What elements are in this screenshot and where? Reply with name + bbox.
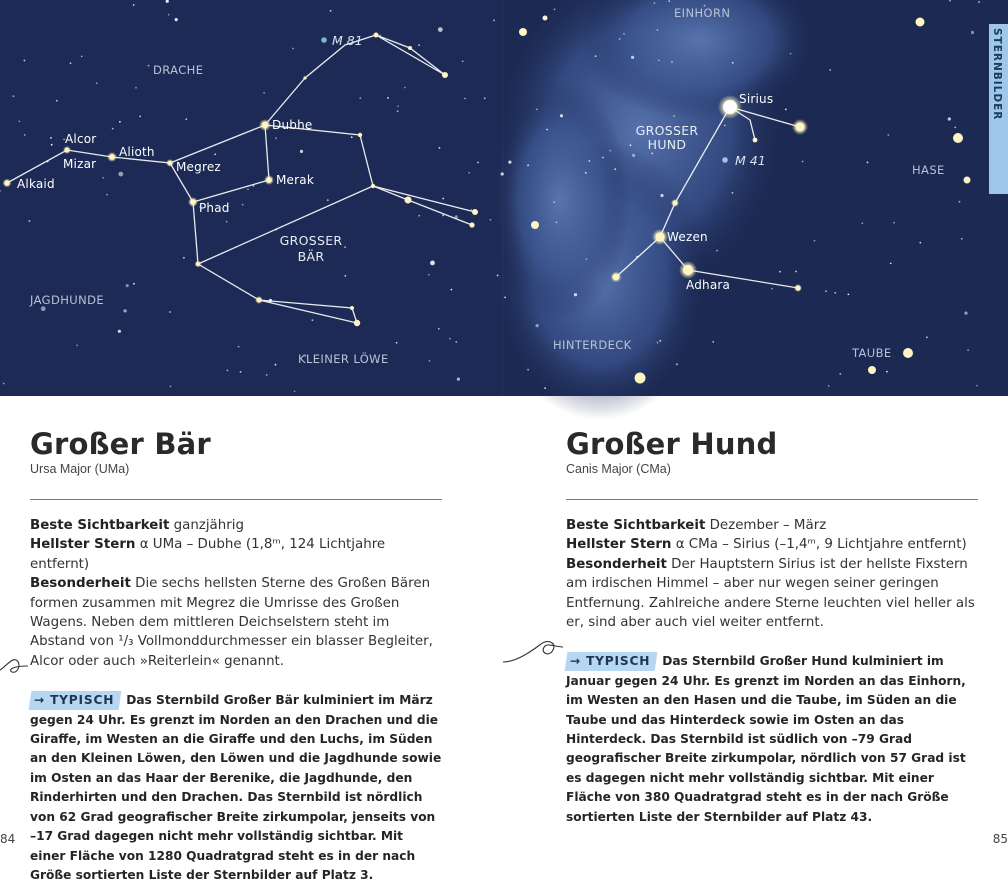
label-jagdhunde: JAGDHUNDE [30,293,105,307]
right-column [566,426,978,827]
subtitle-left: Ursa Major (UMa) [30,462,130,476]
object-m81: M 81 [332,33,363,48]
background-star [825,290,827,292]
background-star [102,177,104,179]
background-star [457,378,460,381]
background-star [344,275,346,277]
background-star [546,129,548,131]
background-star [602,157,604,159]
page-number-right: 85 [992,832,1008,846]
background-star [227,370,229,372]
background-star [24,134,26,136]
background-star [387,97,389,99]
background-star [544,387,546,389]
background-star [118,172,123,177]
bright-value-left: α UMa – Dubhe (1,8ᵐ, 124 Lichtjahre entfernt) [30,537,386,572]
special-value-left: Die sechs hellsten Sterne des Großen Bären formen zusammen mit Megrez die Umrisse des Großen Wagens. Neben dem mittleren Deichselstern steht im Abstand von ¹/₃ Vollmonddurchmesser ein blasser Begleiter, Alcor oder auch »Reiterlein« genannt. [30,576,433,669]
background-star [330,10,332,12]
background-star [169,311,171,313]
background-star [41,306,46,311]
background-star [861,222,863,224]
background-star [926,336,928,338]
background-star [397,105,399,107]
background-star [238,346,240,348]
background-star [839,373,841,375]
background-star [294,391,296,393]
background-star [848,294,850,296]
background-star [668,0,670,2]
background-star [455,341,457,343]
background-star [724,125,726,127]
background-star [732,62,734,64]
background-star [814,240,816,242]
best-label-right: Beste Sichtbarkeit [566,518,706,533]
background-star [226,221,228,223]
background-star [70,62,72,64]
background-star [589,160,591,162]
background-star [556,221,558,223]
typisch-badge-left [29,691,122,710]
star-megrez: Megrez [176,160,221,174]
background-star [959,201,961,203]
background-star [429,360,431,362]
best-label-left: Beste Sichtbarkeit [30,518,170,533]
label-drache: DRACHE [153,63,204,77]
typisch-text-left: Das Sternbild Großer Bär kulminiert im März gegen 24 Uhr. Es grenzt im Norden an den Drachen und die Giraffe, im Westen an die Giraffe und den Luchs, im Süden an den Kleinen Löwen, den Löwen und die Jagdhunde sowie im Osten an das Haar der Berenike, die Jagdhunde, den Rinderhirten und den Drachen. Das Sternbild ist nördlich von 62 Grad geografischer Breite zirkumpolar, jenseits von –17 Grad dagegen nicht mehr vollständig sichtbar. Mit einer Fläche von 1280 Quadratgrad steht es in der nach Größe sortierten Liste der Sternbilder auf Platz 3. [30,693,442,882]
arrow-right-icon: → [570,654,587,669]
typisch-label-left: TYPISCH [50,693,115,708]
background-star [428,274,430,276]
background-star [29,220,31,222]
background-star [118,330,121,333]
background-star [609,150,611,152]
background-star [451,289,453,291]
background-star [536,324,539,327]
arrow-right-icon: → [34,693,51,708]
background-star [438,27,443,32]
star-dubhe: Dubhe [272,118,313,132]
background-star [275,364,277,366]
background-star [418,44,420,46]
background-star [630,144,632,146]
background-star [771,288,773,290]
background-star [247,188,249,190]
background-star [890,263,892,265]
background-star [18,121,20,123]
background-star [554,9,556,11]
divider-left [30,499,442,500]
background-star [887,134,889,136]
background-star [76,345,78,347]
background-star [185,118,187,120]
background-star [126,284,129,287]
left-column [30,426,442,885]
background-star [133,4,135,6]
label-grosser-hund-2: HUND [647,137,687,152]
background-star [732,192,734,194]
background-star [327,199,329,201]
background-star [553,201,555,203]
background-star [396,342,398,344]
label-grosser-baer-1: GROSSER [279,233,343,248]
background-star [676,363,678,365]
background-star [275,137,277,139]
typisch-label-right: TYPISCH [586,654,651,669]
background-star [24,60,26,62]
background-star [659,340,661,342]
background-star [716,250,718,252]
background-star [119,121,121,123]
facts-left [30,516,442,671]
background-star [976,385,978,387]
background-star [978,1,980,3]
background-star [886,371,888,373]
hook-icon [503,636,563,668]
star-mizar: Mizar [63,157,97,171]
background-star [829,69,831,71]
background-star [96,82,98,84]
bright-label-right: Hellster Stern [566,537,672,553]
background-star [919,242,921,244]
background-star [112,128,114,130]
background-star [508,161,511,164]
section-tab[interactable] [989,24,1008,194]
background-star [263,92,265,94]
background-star [484,97,486,99]
background-star [595,55,597,57]
background-star [785,109,787,111]
object-m41: M 41 [735,153,766,168]
background-star [967,349,969,351]
background-star [477,162,479,164]
background-star [657,29,659,31]
background-star [214,153,216,155]
background-star [632,154,635,157]
background-star [468,172,470,174]
star-sirius: Sirius [739,92,774,106]
star-phad: Phad [199,201,230,215]
background-star [183,257,185,259]
background-star [266,374,268,376]
star-adhara: Adhara [686,278,731,292]
background-star [497,275,499,277]
background-star [51,144,53,146]
background-star [501,172,504,175]
background-star [404,87,406,89]
background-star [536,109,538,111]
background-star [56,100,58,102]
background-star [828,385,830,387]
background-star [586,258,588,260]
subtitle-right: Canis Major (CMa) [566,462,671,476]
background-star [168,14,170,16]
background-star [300,150,303,153]
background-star [135,87,137,89]
star-wezen: Wezen [667,230,708,244]
background-star [438,328,440,330]
label-einhorn: EINHORN [674,6,731,20]
facts-right [566,516,978,632]
typisch-left [30,691,442,885]
background-star [148,65,150,67]
background-star [527,164,529,166]
page-title-left: Großer Bär [30,427,211,461]
typisch-badge-right [565,652,658,671]
background-star [418,215,420,217]
background-star [397,110,399,112]
background-star [651,153,653,155]
background-star [175,18,178,21]
background-star [124,309,127,312]
background-star [560,114,563,117]
label-hinterdeck: HINTERDECK [553,338,632,352]
background-star [802,161,804,163]
background-star [106,194,108,196]
background-star [13,95,15,97]
background-star [242,204,244,206]
typisch-text-right: Das Sternbild Großer Hund kulminiert im Januar gegen 24 Uhr. Es grenzt im Norden an das Einhorn, im Westen an den Hasen und die Taube, im Süden an die Taube und das Hinterdeck sowie im Osten an das Hinterdeck. Das Sternbild ist südlich von –79 Grad geografischer Breite zirkumpolar, nördlich von 57 Grad ist es dagegen nicht mehr vollständig sichtbar. Mit einer Fläche von 380 Quadratgrad steht es in der nach Größe sortierten Liste der Sternbilder auf Platz 43. [566,654,966,824]
label-grosser-baer-2: BÄR [297,249,325,264]
background-star [673,115,675,117]
background-star [430,261,435,266]
background-star [867,162,869,164]
divider-right [566,499,978,500]
star-alcor: Alcor [65,132,97,146]
background-star [790,53,792,55]
background-star [971,31,974,34]
background-star [3,383,5,385]
background-star [657,342,659,344]
background-star [312,319,314,321]
bright-label-left: Hellster Stern [30,537,136,553]
background-star [893,222,895,224]
background-star [439,147,441,149]
best-value-left: ganzjährig [169,518,244,533]
background-star [133,283,135,285]
background-star [779,271,781,273]
star-alkaid: Alkaid [17,177,55,191]
background-star [504,297,506,299]
background-star [574,293,577,296]
background-star [795,271,797,273]
background-star [464,98,466,100]
background-star [623,33,625,35]
label-kleiner-loewe: KLEINER LÖWE [298,352,389,366]
star-alioth: Alioth [119,145,155,159]
page-number-left: 84 [0,832,16,846]
background-star [671,61,673,63]
label-taube: TAUBE [852,346,892,360]
background-star [50,137,52,139]
star-chart [0,0,1008,396]
hook-icon [0,652,32,682]
background-star [948,117,951,120]
section-tab-label: STERNBILDER [991,28,1003,121]
background-star [527,369,529,371]
background-star [658,60,660,62]
background-star [954,127,956,129]
background-star [961,238,963,240]
bright-value-right: α CMa – Sirius (–1,4ᵐ, 9 Lichtjahre entfernt) [671,537,967,553]
background-star [654,2,656,4]
background-star [493,20,495,22]
background-star [619,38,621,40]
background-star [449,338,451,340]
background-star [351,136,353,138]
label-hase: HASE [912,163,945,177]
special-label-right: Besonderheit [566,556,667,572]
background-star [712,341,714,343]
background-star [462,61,464,63]
background-star [170,386,172,388]
background-star [344,246,346,248]
page-title-right: Großer Hund [566,427,778,461]
background-star [442,198,444,200]
background-star [964,312,967,315]
background-star [834,292,836,294]
background-star [240,371,242,373]
background-star [442,215,444,217]
background-star [585,172,587,174]
background-star [631,56,634,59]
best-value-right: Dezember – März [705,518,827,533]
special-value-right: Der Hauptstern Sirius ist der hellste Fixstern am irdischen Himmel – aber nur wegen seiner geringen Entfernung. Zahlreiche andere Sterne leuchten viel heller als er, sind aber auch viel weiter entfernt. [566,556,975,631]
background-star [139,116,141,118]
background-star [490,219,492,221]
typisch-right [566,652,978,827]
background-star [660,194,663,197]
star-merak: Merak [276,173,314,187]
background-star [614,168,616,170]
label-grosser-hund-1: GROSSER [635,123,699,138]
background-star [359,97,361,99]
background-star [292,48,294,50]
special-label-left: Besonderheit [30,576,131,592]
background-star [81,56,83,58]
